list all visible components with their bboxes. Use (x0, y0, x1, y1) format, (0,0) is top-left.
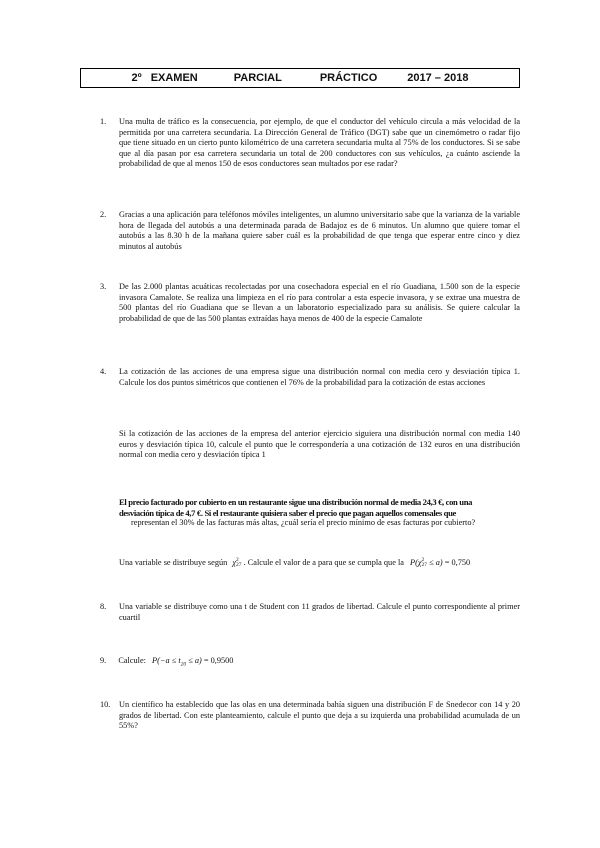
question-number: 3. (100, 282, 107, 291)
chi-sup: 2 (236, 557, 239, 564)
q9-formula-left: P(−a ≤ t (152, 656, 181, 665)
header-exam: EXAMEN (150, 72, 198, 84)
q9-equals: = 0,9500 (203, 656, 234, 665)
question-text: Una variable se distribuye como una t de Student con 11 grados de libertad. Calcule el punto correspondiente al primer cuartil (119, 602, 520, 622)
header-number: 2º (131, 72, 142, 84)
exam-header (80, 68, 520, 88)
question-4 (100, 367, 520, 388)
question-text: Un científico ha establecido que las olas en una determinada bahía siguen una distribución F de Snedecor con 14 y 20 grados de libertad. Con este planteamiento, calcule el punto que deja a su izquierda una probabilidad acumulada de un 55%? (119, 700, 520, 731)
chi-middle: . Calcule el valor de a para que se cumpla que la (243, 558, 404, 567)
question-number: 9. (100, 656, 107, 665)
question-3 (100, 282, 520, 324)
question-9 (100, 655, 233, 671)
header-year: 2017 – 2018 (407, 72, 469, 84)
question-10 (100, 700, 520, 732)
restaurant-line-3: representan el 30% de las facturas más altas, ¿cuál sería el precio mínimo de esas facturas por cubierto? (131, 518, 476, 528)
question-text: Gracias a una aplicación para teléfonos móviles inteligentes, un alumno universitario sabe que la varianza de la variable hora de llegada del autobús a una determinada parada de Badajoz es de 6 minutos. Un alumno que quiere tomar el autobús a las 8.30 h de la mañana quiere saber cuál es la probabilidad de que tenga que esperar entre cinco y diez minutos al autobús (119, 210, 520, 251)
chi-prefix: Una variable se distribuye según (119, 558, 228, 567)
question-text: Una multa de tráfico es la consecuencia, por ejemplo, de que el conductor del vehículo circula a más velocidad de la permitida por una carretera secundaria. La Dirección General de Tráfico (DGT) sabe que un cinemómetro o radar fijo que tiene situado en un cierto punto kilométrico de una carretera secundaria multa al 75% de los conductores. Si se sabe que al día pasan por esa carretera secundaria un total de 200 conductores con sus vehículos, ¿a cuánto asciende la probabilidad de que al menos 150 de esos conductores sean multados por ese radar? (119, 117, 520, 169)
question-text: La cotización de las acciones de una empresa sigue una distribución normal con media cero y desviación típica 1. Calcule los dos puntos simétricos que contienen el 76% de la probabilidad para la cotización de estas acciones (119, 367, 520, 387)
header-partial: PARCIAL (233, 72, 282, 84)
chi-equals: = 0,750 (444, 558, 471, 567)
chi-indices-2 (422, 558, 428, 568)
restaurant-line-1: El precio facturado por cubierto en un restaurante sigue una distribución normal de media 24,3 €, con una (119, 497, 473, 507)
restaurant-line-2: desviación típica de 4,7 €. Si el restaurante quisiera saber el precio que pagan aquellos comensales que (119, 507, 456, 518)
question-number: 2. (100, 210, 107, 219)
chi-p-open: P( (410, 558, 418, 567)
q9-formula-right: ≤ a) (186, 656, 202, 665)
question-number: 4. (100, 367, 107, 376)
chi-symbol: χ (232, 558, 237, 567)
chi-indices (236, 558, 242, 568)
q9-label: Calcule: (118, 656, 146, 665)
question-8 (100, 602, 520, 623)
question-1 (100, 117, 520, 170)
question-number: 10. (100, 700, 111, 709)
header-practical: PRÁCTICO (319, 72, 378, 84)
question-6 (119, 497, 524, 529)
question-text: De las 2.000 plantas acuáticas recolectadas por una cosechadora especial en el río Guadiana, 1.500 son de la especie invasora Camalote. Se realiza una limpieza en el río para controlar a esta especie invasora, y se extrae una muestra de 500 plantas del río Guadiana que se llevan a un laboratorio especializado para su análisis. Se quiere calcular la probabilidad de que de las 500 plantas extraídas haya menos de 400 de la especie Camalote (119, 282, 520, 323)
question-2 (100, 210, 520, 252)
chi-le-a: ≤ a) (429, 558, 443, 567)
question-number: 1. (100, 117, 107, 126)
question-7 (119, 557, 470, 568)
question-number: 8. (100, 602, 107, 611)
chi-symbol-2: χ (417, 558, 422, 567)
chi-sup-2: 2 (421, 557, 425, 564)
q9-sub: 20 (180, 661, 187, 668)
chi-sub: 27 (236, 562, 242, 569)
chi-sub-2: 27 (421, 562, 428, 569)
question-5: Si la cotización de las acciones de la empresa del anterior ejercicio siguiera una distribución normal con media 140 euros y desviación típica 10, calcule el punto que le correspondería a una cotización de 132 euros en una distribución normal con media cero y desviación típica 1 (119, 429, 520, 460)
